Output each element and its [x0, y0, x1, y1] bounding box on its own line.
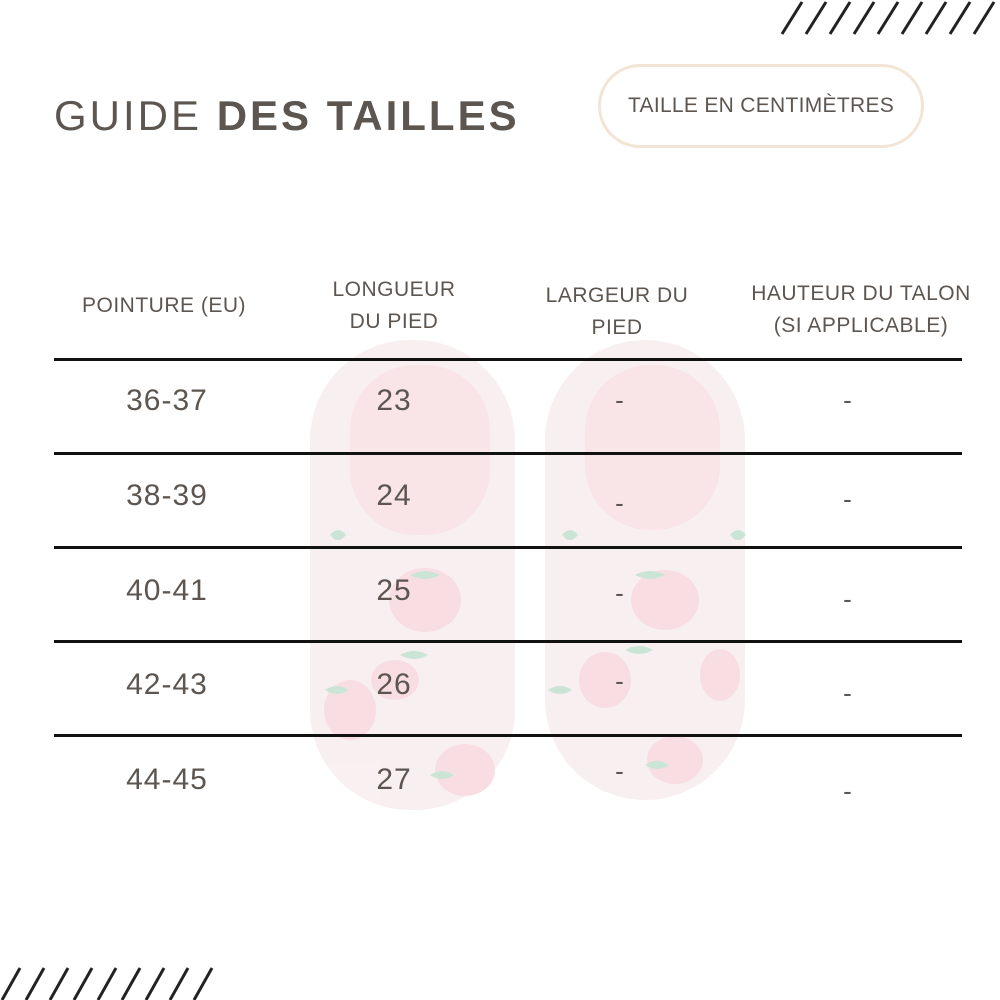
title-bold: DES TAILLES	[216, 92, 520, 139]
width-cell: -	[615, 666, 625, 696]
heel-cell: -	[843, 385, 853, 415]
length-cell: 26	[376, 668, 412, 701]
column-header-foot-width: LARGEUR DU PIED	[545, 284, 689, 339]
length-cell: 25	[376, 574, 412, 607]
width-cell: -	[615, 578, 625, 608]
length-cell: 27	[376, 763, 412, 796]
heel-cell: -	[843, 584, 853, 614]
table-rule	[54, 546, 962, 549]
width-cell: -	[615, 385, 625, 415]
table-rule	[54, 452, 962, 455]
size-cell: 44-45	[126, 763, 208, 796]
width-cell: -	[615, 756, 625, 786]
size-cell: 40-41	[126, 574, 208, 607]
unit-badge	[598, 64, 924, 148]
column-header-foot-length: LONGUEUR DU PIED	[332, 278, 456, 333]
decorative-stripes-top	[778, 0, 1000, 36]
decorative-stripes-bottom	[0, 966, 222, 1000]
heel-cell: -	[843, 776, 853, 806]
size-cell: 36-37	[126, 384, 208, 417]
length-cell: 24	[376, 479, 412, 512]
length-cell: 23	[376, 384, 412, 417]
table-rule	[54, 734, 962, 737]
unit-badge-label: TAILLE EN CENTIMÈTRES	[627, 94, 895, 117]
size-cell: 38-39	[126, 479, 208, 512]
column-header-heel-height: HAUTEUR DU TALON (SI APPLICABLE)	[751, 282, 971, 337]
table-rule	[54, 358, 962, 361]
heel-cell: -	[843, 678, 853, 708]
title-light: GUIDE	[54, 92, 203, 139]
column-header-size: POINTURE (EU)	[82, 294, 246, 317]
width-cell: -	[615, 488, 625, 518]
heel-cell: -	[843, 484, 853, 514]
page-title	[54, 92, 520, 140]
table-rule	[54, 640, 962, 643]
size-cell: 42-43	[126, 668, 208, 701]
